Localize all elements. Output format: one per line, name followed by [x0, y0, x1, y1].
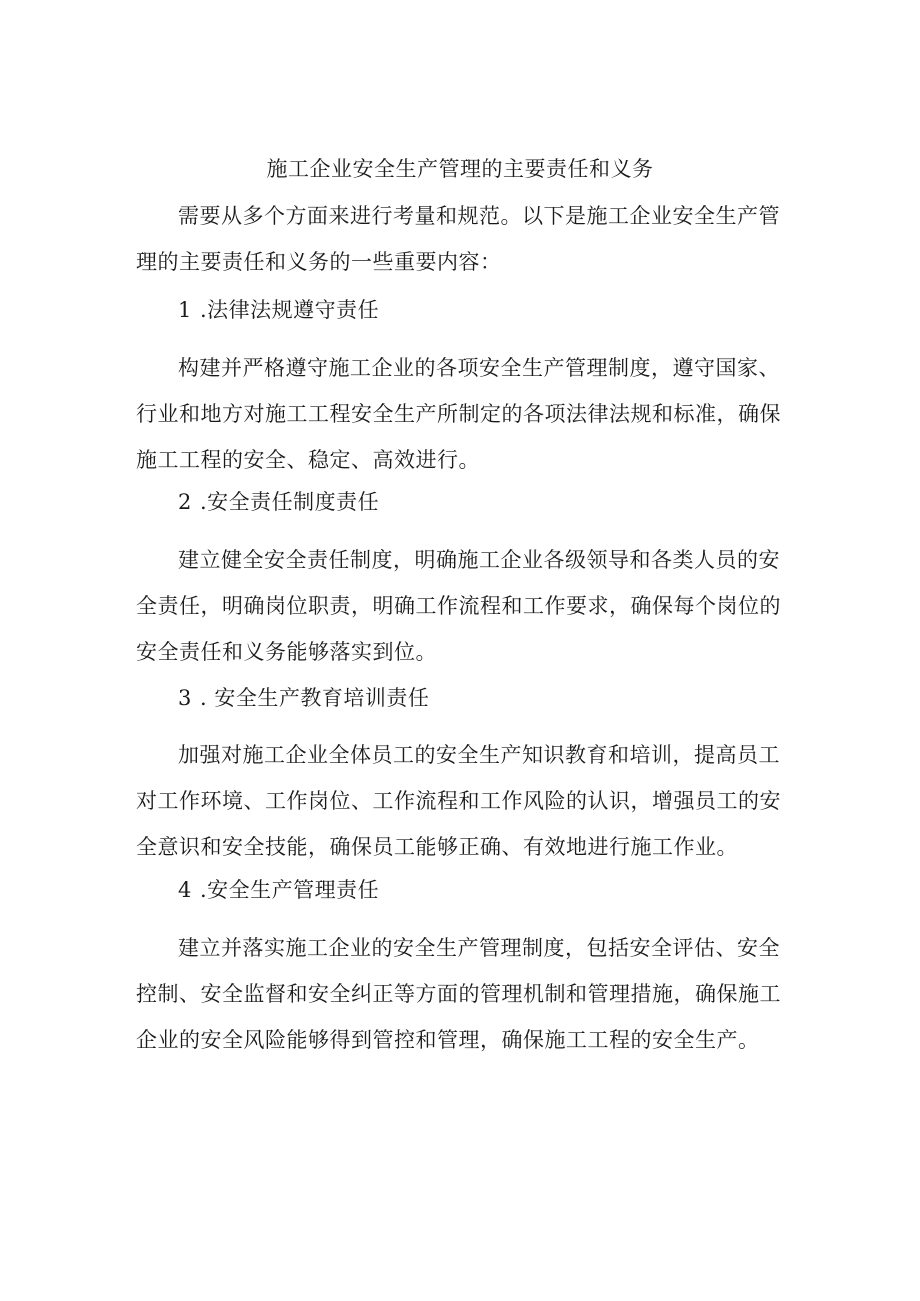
section-4-number: 4 — [178, 878, 192, 902]
document-title: 施工企业安全生产管理的主要责任和义务 — [266, 157, 654, 181]
section-2-heading — [178, 487, 379, 517]
section-2-title: .安全责任制度责任 — [200, 490, 380, 514]
section-3-title: . 安全生产教育培训责任 — [200, 686, 430, 710]
section-4-title: .安全生产管理责任 — [200, 878, 380, 902]
section-1-heading — [178, 295, 379, 325]
section-3-body: 加强对施工企业全体员工的安全生产知识教育和培训，提高员工对工作环境、工作岗位、工作流程和工作风险的认识，增强员工的安全意识和安全技能，确保员工能够正确、有效地进行施工作业。 — [136, 743, 781, 859]
section-4-heading — [178, 875, 379, 905]
section-2-body: 建立健全安全责任制度，明确施工企业各级领导和各类人员的安全责任，明确岗位职责，明确工作流程和工作要求，确保每个岗位的安全责任和义务能够落实到位。 — [136, 548, 781, 664]
section-3-heading — [178, 683, 429, 713]
section-4-body: 建立并落实施工企业的安全生产管理制度，包括安全评估、安全控制、安全监督和安全纠正等方面的管理机制和管理措施，确保施工企业的安全风险能够得到管控和管理，确保施工工程的安全生产。 — [136, 936, 781, 1052]
section-2-number: 2 — [178, 490, 192, 514]
section-1-body: 构建并严格遵守施工企业的各项安全生产管理制度，遵守国家、行业和地方对施工工程安全生产所制定的各项法律法规和标准，确保施工工程的安全、稳定、高效进行。 — [136, 356, 781, 472]
section-1-number: 1 — [178, 298, 192, 322]
section-1-title: .法律法规遵守责任 — [200, 298, 380, 322]
section-3-number: 3 — [178, 686, 192, 710]
intro-paragraph: 需要从多个方面来进行考量和规范。以下是施工企业安全生产管理的主要责任和义务的一些重要内容： — [136, 204, 780, 274]
